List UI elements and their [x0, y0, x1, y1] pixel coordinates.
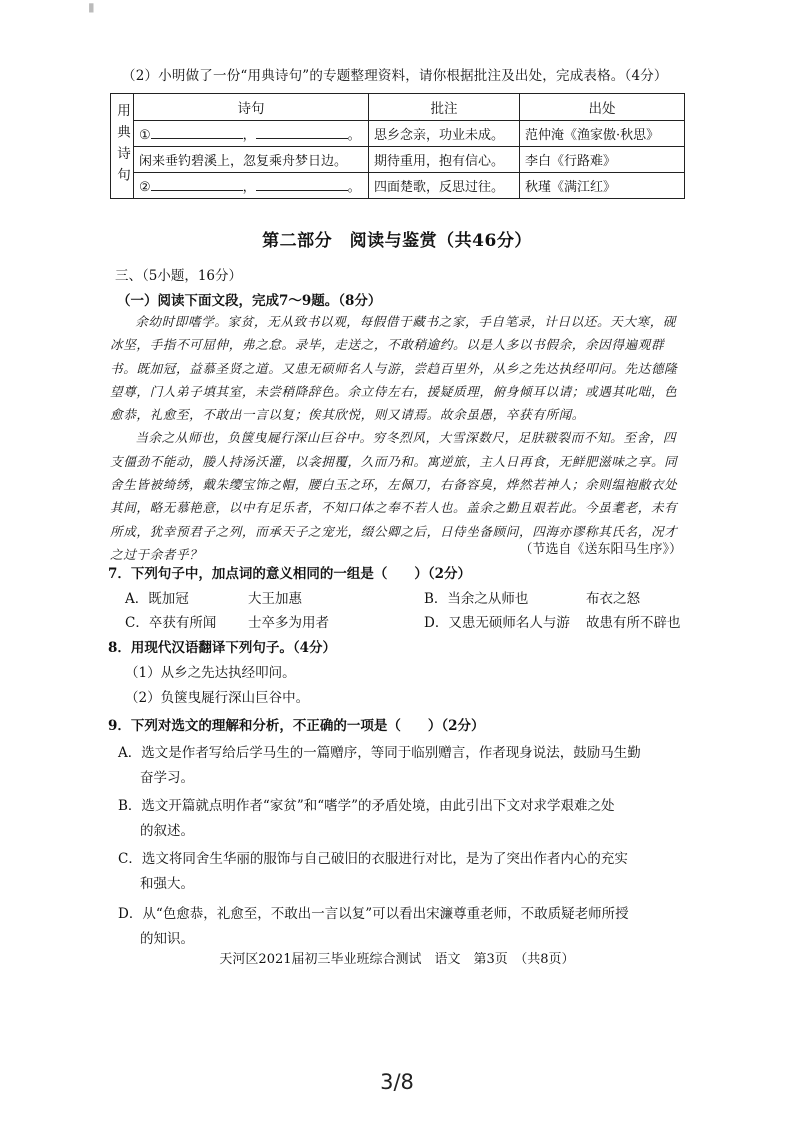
col-header-verse: 诗句 — [134, 94, 369, 121]
q9-option-a: A．选文是作者写给后学马生的一篇赠序，等同于临别赠言，作者现身说法，鼓励马生勤 — [118, 745, 641, 761]
q9-option-c: C．选文将同舍生华丽的服饰与自己破旧的衣服进行对比，是为了突出作者内心的充实 — [118, 851, 628, 867]
col-header-source: 出处 — [520, 94, 685, 121]
answer-blank[interactable] — [151, 178, 243, 191]
note-cell: 思乡念亲，功业未成。 — [369, 121, 520, 147]
verse-number: ① — [139, 128, 151, 143]
q7-stem: 7．下列句子中，加点词的意义相同的一组是（ ）（2分） — [108, 566, 472, 582]
q7-option-b — [424, 587, 528, 607]
q9-option-c-cont: 和强大。 — [140, 876, 194, 892]
q7-option-a-2: 大王加惠 — [248, 591, 302, 607]
q7-option-d-2: 故患有所不辟也 — [586, 615, 681, 631]
option-label: A． — [125, 591, 149, 607]
verse-cell — [134, 121, 369, 147]
option-label: B． — [424, 591, 448, 607]
answer-blank[interactable] — [256, 178, 348, 191]
q7-option-c-2: 士卒多为用者 — [248, 615, 329, 631]
option-text-1: 又患无硕师名人与游 — [448, 615, 570, 631]
q8-stem: 8．用现代汉语翻译下列句子。（4分） — [108, 640, 337, 656]
q9-stem: 9．下列对选文的理解和分析，不正确的一项是（ ）（2分） — [108, 718, 485, 734]
verse-cell — [134, 173, 369, 199]
verse-cell: 闲来垂钓碧溪上，忽复乘舟梦日边。 — [134, 147, 369, 173]
source-cell: 范仲淹《渔家傲·秋思》 — [520, 121, 685, 147]
col-header-note: 批注 — [369, 94, 520, 121]
table-row — [111, 173, 685, 199]
table-row — [111, 147, 685, 173]
note-cell: 四面楚歌，反思过往。 — [369, 173, 520, 199]
q9-option-d: D．从“色愈恭，礼愈至，不敢出一言以复”可以看出宋濂尊重老师，不敢质疑老师所授 — [118, 906, 629, 922]
answer-blank[interactable] — [151, 126, 243, 139]
verse-end: 。 — [347, 180, 361, 195]
option-label: C． — [125, 615, 149, 631]
q7-option-a — [125, 587, 189, 607]
classical-passage — [110, 310, 688, 566]
option-text-1: 既加冠 — [148, 591, 189, 607]
source-cell: 秋瑾《满江红》 — [520, 173, 685, 199]
verse-comma: ， — [242, 128, 256, 143]
q9-option-b: B．选文开篇就点明作者“家贫”和“嗜学”的矛盾处境，由此引出下文对求学艰难之处 — [118, 798, 615, 814]
verse-comma: ， — [242, 180, 256, 195]
q7-option-b-2: 布衣之怒 — [586, 591, 640, 607]
q8-sentence-2: （2）负箧曳屣行深山巨谷中。 — [125, 690, 310, 706]
page-indicator: 3/8 — [380, 1070, 414, 1094]
section-heading: 三、（5小题，16分） — [115, 268, 243, 284]
passage-paragraph: 余幼时即嗜学。家贫，无从致书以观，每假借于藏书之家，手自笔录，计日以还。天大寒，砚冰坚，手指不可屈伸，弗之怠。录毕，走送之，不敢稍逾约。以是人多以书假余，余因得遍观群书。既加冠，益慕圣贤之道。又患无硕师名人与游，尝趋百里外，从乡之先达执经叩问。先达德隆望尊，门人弟子填其室，未尝稍降辞色。余立侍左右，援疑质理，俯身倾耳以请；或遇其叱咄，色愈恭，礼愈至，不敢出一言以复；俟其欣悦，则又请焉。故余虽愚，卒获有所闻。 — [110, 314, 678, 423]
table-row — [111, 121, 685, 147]
page-footer: 天河区2021届初三毕业班综合测试 语文 第3页 （共8页） — [219, 952, 575, 967]
q9-option-a-cont: 奋学习。 — [140, 770, 194, 786]
option-text-1: 当余之从师也 — [447, 591, 529, 607]
verse-number: ② — [139, 180, 151, 195]
q9-option-d-cont: 的知识。 — [140, 931, 194, 947]
q7-option-d — [424, 611, 570, 631]
q2-header: （2）小明做了一份“用典诗句”的专题整理资料，请你根据批注及出处，完成表格。（4分） — [122, 68, 668, 84]
q8-sentence-1: （1）从乡之先达执经叩问。 — [125, 665, 296, 681]
verse-end: 。 — [347, 128, 361, 143]
q7-option-c — [125, 611, 216, 631]
subsection-heading: （一）阅读下面文段，完成7～9题。（8分） — [117, 293, 382, 309]
passage-source: （节选自《送东阳马生序》） — [519, 542, 682, 557]
source-cell: 李白《行路难》 — [520, 147, 685, 173]
quote-table — [110, 93, 685, 199]
answer-blank[interactable] — [256, 126, 348, 139]
part-title: 第二部分 阅读与鉴赏（共46分） — [262, 231, 532, 251]
option-text-1: 卒获有所闻 — [148, 615, 217, 631]
note-cell: 期待重用，抱有信心。 — [369, 147, 520, 173]
passage-paragraph: 当余之从师也，负箧曳屣行深山巨谷中。穷冬烈风，大雪深数尺，足肤皲裂而不知。至舍，四支僵劲不能动，媵人持汤沃灌，以衾拥覆，久而乃和。寓逆旅，主人日再食，无鲜肥滋味之享。同舍生皆被绮绣，戴朱缨宝饰之帽，腰白玉之环，左佩刀，右备容臭，烨然若神人；余则缊袍敝衣处其间，略无慕艳意，以中有足乐者，不知口体之奉不若人也。盖余之勤且艰若此。今虽耄老，未有所成，犹幸预君子之列，而承天子之宠光，缀公卿之后，日侍坐备顾问，四海亦谬称其氏名，况才之过于余者乎？ — [110, 430, 678, 562]
option-label: D． — [424, 615, 449, 631]
q9-option-b-cont: 的叙述。 — [140, 823, 194, 839]
table-side-label: 用典诗句 — [111, 94, 134, 199]
scan-mark-icon: ▮ — [88, 0, 95, 14]
